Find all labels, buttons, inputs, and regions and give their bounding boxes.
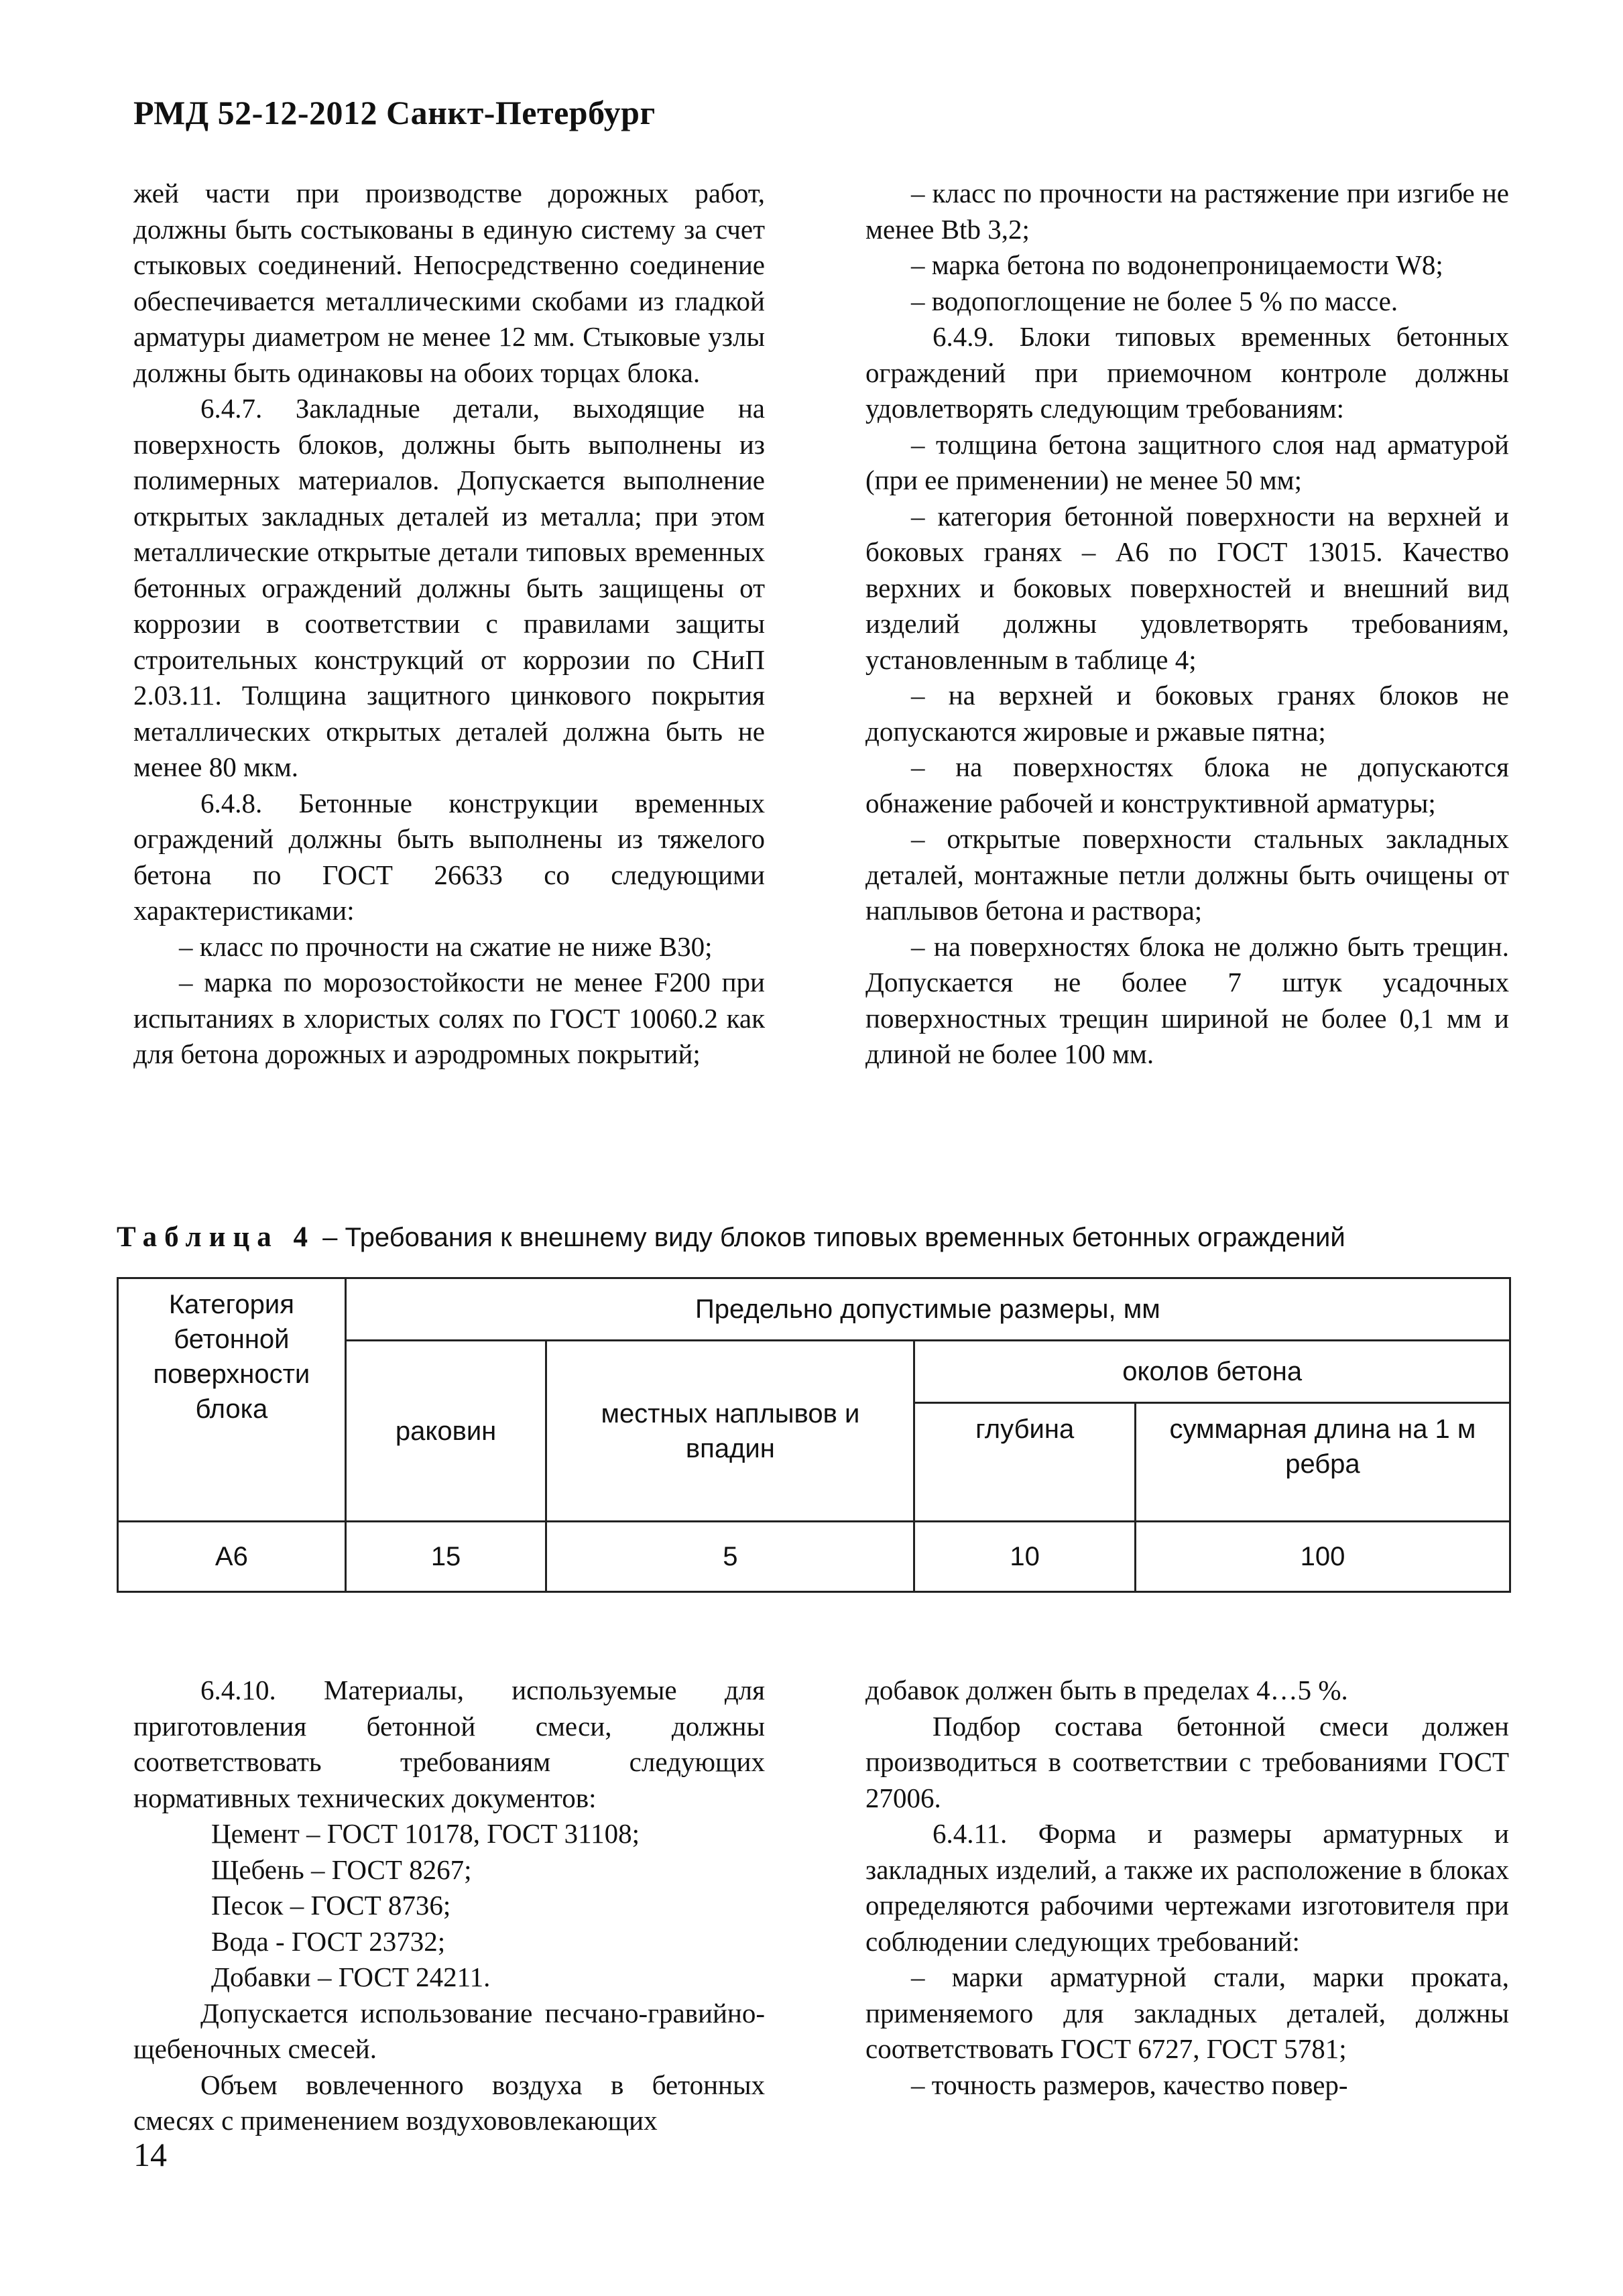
table-cell: 5 [546,1522,914,1592]
text-column-left-bottom [133,1673,765,2139]
table-caption [117,1221,1524,1254]
table-cell: 100 [1135,1522,1510,1592]
paragraph: 6.4.8. Бетонные конструкции временных ограждений должны быть выполнены из тяжелого бетона по ГОСТ 26633 со следующими характеристиками: [133,787,765,926]
list-item: Добавки – ГОСТ 24211. [211,1961,491,1992]
list-item: – водопоглощение не более 5 % по массе. [911,285,1398,316]
list-item: – на верхней и боковых гранях блоков не допускаются жировые и ржавые пятна; [865,680,1509,747]
paragraph: добавок должен быть в пределах 4…5 %. [865,1675,1348,1705]
header-cell-local: местных наплывов и впадин [546,1341,914,1522]
list-item: Вода - ГОСТ 23732; [211,1925,446,1957]
list-item: – марки арматурной стали, марки проката, применяемого для закладных деталей, должны соответствовать ГОСТ 6727, ГОСТ 5781; [865,1961,1509,2064]
list-item: – точность размеров, качество повер- [911,2069,1348,2100]
text-column-left-top [133,176,765,1073]
list-item: – толщина бетона защитного слоя над арматурой (при ее применении) не менее 50 мм; [865,428,1509,495]
list-item: – на поверхностях блока не должно быть трещин. Допускается не более 7 штук усадочных поверхностных трещин шириной не более 0,1 мм и длиной не более 100 мм. [865,930,1509,1069]
header-cell-depth: глубина [914,1403,1136,1522]
paragraph: Объем вовлеченного воздуха в бетонных смесях с применением воздухововлекающих [133,2069,765,2136]
list-item: Песок – ГОСТ 8736; [211,1890,451,1921]
list-item: – класс по прочности на сжатие не ниже В30; [179,930,713,962]
header-cell-shells: раковин [345,1341,546,1522]
paragraph: Подбор состава бетонной смеси должен производиться в соответствии с требованиями ГОСТ 27006. [865,1710,1509,1813]
table-cell: 10 [914,1522,1136,1592]
list-item: – класс по прочности на растяжение при изгибе не менее Btb 3,2; [865,178,1509,245]
list-item: – на поверхностях блока не допускаются обнажение рабочей и конструктивной арматуры; [865,751,1509,819]
page-number: 14 [133,2136,167,2173]
text-column-right-bottom [865,1673,1509,2103]
paragraph: Допускается использование песчано-гравийно-щебеночных смесей. [133,1997,765,2064]
paragraph: 6.4.11. Форма и размеры арматурных и закладных изделий, а также их расположение в блоках определяются рабочими чертежами изготовителя при соблюдении следующих требований: [865,1818,1509,1957]
header-cell-total: суммарная длина на 1 м ребра [1135,1403,1510,1522]
list-item: – марка по морозостойкости не менее F200 при испытаниях в хлористых солях по ГОСТ 10060.2 как для бетона дорожных и аэродромных покрытий; [133,967,765,1069]
list-item: Щебень – ГОСТ 8267; [211,1854,472,1885]
table-row [118,1522,1510,1592]
table-caption-text: – Требования к внешнему виду блоков типовых временных бетонных ограждений [314,1223,1345,1252]
paragraph: жей части при производстве дорожных работ, должны быть состыкованы в единую систему за счет стыковых соединений. Непосредственно соединение обеспечивается металлическими скобами из гладкой арматуры диаметром не менее 12 мм. Стыковые узлы должны быть одинаковы на обоих торцах блока. [133,178,765,388]
requirements-table [117,1277,1511,1593]
header-cell-limits: Предельно допустимые размеры, мм [345,1278,1510,1341]
table-cell: 15 [345,1522,546,1592]
paragraph: 6.4.7. Закладные детали, выходящие на поверхность блоков, должны быть выполнены из полимерных материалов. Допускается выполнение открытых закладных деталей из металла; при этом металлические открытые детали типовых временных бетонных ограждений должны быть защищены от коррозии в соответствии с правилами защиты строительных конструкций от коррозии по СНиП 2.03.11. Толщина защитного цинкового покрытия металлических открытых деталей должна быть не менее 80 мкм. [133,393,765,782]
paragraph: 6.4.10. Материалы, используемые для приготовления бетонной смеси, должны соответствовать требованиям следующих нормативных технических документов: [133,1675,765,1813]
list-item: – открытые поверхности стальных закладных деталей, монтажные петли должны быть очищены от наплывов бетона и раствора; [865,823,1509,926]
list-item: – марка бетона по водонепроницаемости W8; [911,249,1443,280]
table-header-row [118,1278,1510,1341]
header-cell-category: Категория бетонной поверхности блока [118,1278,346,1522]
table-cell: А6 [118,1522,346,1592]
list-item: – категория бетонной поверхности на верхней и боковых гранях – А6 по ГОСТ 13015. Качество верхних и боковых поверхностей и внешний вид изделий должны удовлетворять требованиям, установленным в таблице 4; [865,500,1509,675]
header-cell-chips: околов бетона [914,1341,1510,1403]
paragraph: 6.4.9. Блоки типовых временных бетонных ограждений при приемочном контроле должны удовлетворять следующим требованиям: [865,321,1509,424]
text-column-right-top [865,176,1509,1073]
list-item: Цемент – ГОСТ 10178, ГОСТ 31108; [211,1818,640,1849]
table-caption-label: Таблица 4 [117,1221,315,1253]
page-header: РМД 52-12-2012 Санкт-Петербург [133,94,656,131]
